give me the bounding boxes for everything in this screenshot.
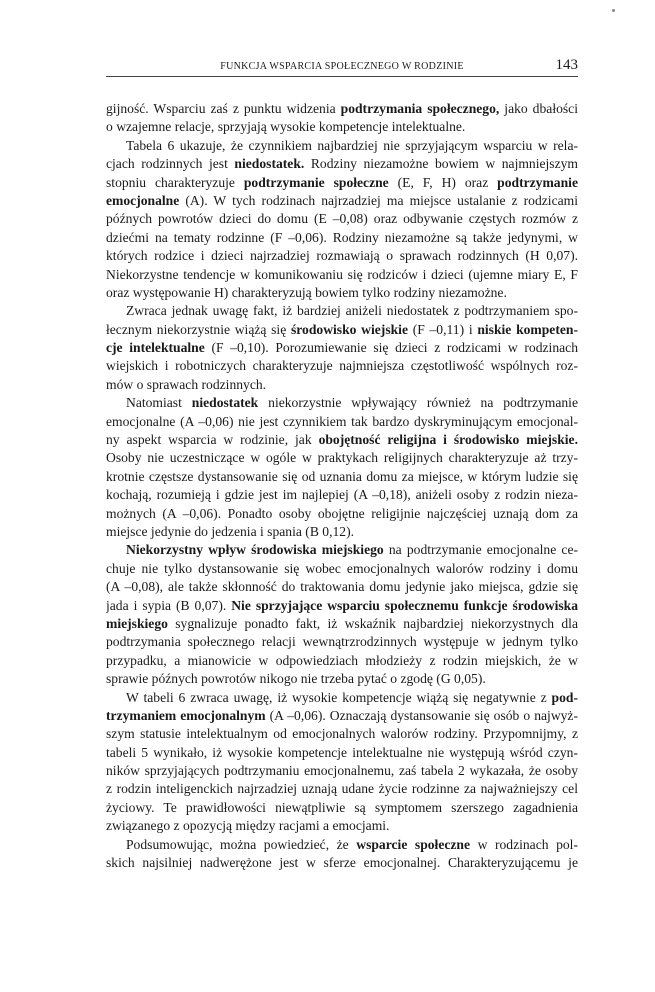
text-run: skich najsilniej nadwerężone jest w sferze emocjonalnej. Charakteryzującemu je xyxy=(106,855,578,871)
bold-text: niedostatek. xyxy=(234,156,305,172)
text-line xyxy=(106,137,578,155)
text-line xyxy=(106,762,578,780)
text-run: jada i sypia (B 0,07). xyxy=(106,597,232,613)
bold-text: trzymaniem emocjonalnym xyxy=(106,707,266,723)
text-line xyxy=(106,725,578,743)
text-line xyxy=(106,689,578,707)
text-line xyxy=(106,597,578,615)
text-line xyxy=(106,780,578,798)
text-line xyxy=(106,284,578,302)
text-line xyxy=(106,578,578,596)
text-run: (A –0,06). Oznaczają dystansowanie się osób o najwyż- xyxy=(265,707,578,723)
text-run: tabeli 5 wynikało, iż wysokie kompetencje intelektualne nie występują wśród czyn- xyxy=(106,744,578,760)
bold-text: cje intelektualne xyxy=(106,340,205,356)
text-line xyxy=(106,321,578,339)
text-run: których rodzice i dzieci najrzadziej rozmawiają o sprawach rodzinnych (H 0,07). xyxy=(106,248,578,264)
text-line xyxy=(106,652,578,670)
text-run: emocjonalne (A –0,06) nie jest czynnikiem tak bardzo dyskryminującym emocjonal- xyxy=(106,413,578,429)
text-line xyxy=(106,505,578,523)
bold-text: podtrzymanie społeczne xyxy=(243,174,389,190)
text-line xyxy=(106,836,578,854)
text-run: krotnie częstsze dystansowanie się od uznania domu za miejsce, w którym ludzie się xyxy=(106,468,578,484)
text-line xyxy=(106,486,578,504)
text-run: w rodzinach pol- xyxy=(470,836,578,852)
text-run: przypadku, a mianowicie w odpowiedziach młodzieży z rodzin miejskich, że w xyxy=(106,652,578,668)
text-line xyxy=(106,339,578,357)
bold-text: Niekorzystny wpływ środowiska miejskiego xyxy=(126,542,384,558)
bold-text: pod- xyxy=(551,689,578,705)
text-line xyxy=(106,468,578,486)
text-line xyxy=(106,854,578,872)
text-line xyxy=(106,541,578,559)
text-run: (E, F, H) oraz xyxy=(388,174,498,190)
text-run: (A). W tych rodzinach najrzadziej ma miejsce ustalanie z rodzicami xyxy=(179,192,578,208)
bold-text: środowisko wiejskie xyxy=(290,321,408,337)
text-run: sprawie późnych powrotów nikogo nie trzeba pytać o zgodę (G 0,05). xyxy=(106,671,486,687)
text-run: gijność. Wsparciu zaś z punktu widzenia xyxy=(106,101,341,116)
text-run: wiejskich i robotniczych charakteryzuje najmniejsza częstotliwość wspólnych roz- xyxy=(106,358,578,374)
text-run: Osoby nie uczestniczące w ogóle w praktykach religijnych charakteryzuje aż trzy- xyxy=(106,450,578,466)
text-run: stopniu charakteryzuje xyxy=(106,174,244,190)
text-line xyxy=(106,247,578,265)
bold-text: miejskiego xyxy=(106,615,168,631)
text-line xyxy=(106,523,578,541)
text-line xyxy=(106,817,578,835)
text-line xyxy=(106,302,578,320)
text-run: podtrzymania społecznego relacji wewnątrzrodzinnych występuje w jednym tylko xyxy=(106,634,578,650)
text-run: miejsce jedynie do jedzenia i spania (B 0,12). xyxy=(106,523,355,539)
text-line xyxy=(106,394,578,412)
text-line xyxy=(106,560,578,578)
text-run: ny aspekt wsparcia w rodzinie, jak xyxy=(106,432,319,448)
text-run: jako dbałości xyxy=(499,101,578,116)
text-line xyxy=(106,357,578,375)
text-run: Niekorzystne tendencje w komunikowaniu się rodziców i dzieci (ujemne miary E, F xyxy=(106,266,578,282)
text-line xyxy=(106,670,578,688)
text-line xyxy=(106,707,578,725)
body-text xyxy=(106,100,578,872)
bold-text: podtrzymania społecznego, xyxy=(340,101,500,116)
page-header xyxy=(106,58,578,77)
text-line xyxy=(106,229,578,247)
text-line xyxy=(106,210,578,228)
text-run: ników sprzyjających podtrzymaniu emocjonalnemu, zaś tabela 2 wykazała, że osoby xyxy=(106,763,578,779)
text-run: cjach rodzinnych jest xyxy=(106,156,235,172)
text-run: Podsumowując, można powiedzieć, że xyxy=(126,836,357,852)
text-line xyxy=(106,431,578,449)
text-run: sygnalizuje ponadto fakt, iż wskaźnik najbardziej niekorzystnych dla xyxy=(167,615,578,631)
bold-text: niedostatek xyxy=(191,395,259,411)
text-run: na podtrzymanie emocjonalne ce- xyxy=(383,542,578,558)
text-run: Rodziny niezamożne bowiem w najmniejszym xyxy=(304,156,578,172)
text-run: Tabela 6 ukazuje, że czynnikiem najbardziej nie sprzyjającym wsparciu w rela- xyxy=(126,137,578,153)
text-run: mów o sprawach rodzinnych. xyxy=(106,376,267,392)
text-line xyxy=(106,266,578,284)
text-run: łecznym niekorzystnie wiążą się xyxy=(106,321,291,337)
text-run: życiowy. Te prawidłowości niewątpliwie są symptomem szerszego zagadnienia xyxy=(106,799,578,815)
bold-text: wsparcie społeczne xyxy=(356,836,471,852)
text-line xyxy=(106,100,578,118)
text-run: chuje nie tylko dystansowanie się wobec emocjonalnych walorów rodziny i domu xyxy=(106,560,578,576)
text-line xyxy=(106,192,578,210)
text-run: (A –0,08), ale także skłonność do traktowania domu jedynie jako miejsca, gdzie się xyxy=(106,579,578,595)
bold-text: podtrzymanie xyxy=(497,174,578,190)
text-run: szym statusie intelektualnym od emocjonalnych walorów rodziny. Przypomnijmy, z xyxy=(106,726,578,742)
text-line xyxy=(106,615,578,633)
text-run: kochają, rozumieją i gdzie jest im najlepiej (A –0,18), aniżeli osoby z rodzin nieza- xyxy=(106,487,578,503)
text-run: oraz występowanie H) charakteryzują bowiem tylko rodziny niezamożne. xyxy=(106,284,507,300)
text-line xyxy=(106,376,578,394)
text-run: (F –0,10). Porozumiewanie się dzieci z rodzicami w rodzinach xyxy=(204,340,578,356)
text-run: związanego z opozycją między racjami a emocjami. xyxy=(106,818,390,834)
text-run: (F –0,11) i xyxy=(407,321,478,337)
text-run: o wzajemne relacje, sprzyjają wysokie kompetencje intelektualne. xyxy=(106,119,466,135)
text-run: późnych powrotów dzieci do domu (E –0,08) oraz odbywanie częstych rozmów z xyxy=(106,211,578,227)
bold-text: emocjonalne xyxy=(106,192,180,208)
text-line xyxy=(106,449,578,467)
bold-text: obojętność religijna i środowisko miejskie. xyxy=(318,432,578,448)
page-number: 143 xyxy=(555,57,578,73)
text-run: Zwraca jednak uwagę fakt, iż bardziej aniżeli niedostatek z podtrzymaniem spo- xyxy=(126,303,578,319)
running-title: FUNKCJA WSPARCIA SPOŁECZNEGO W RODZINIE xyxy=(220,61,464,72)
text-line xyxy=(106,744,578,762)
text-run: dziećmi na tematy rodzinne (F –0,06). Rodziny niezamożne są także jedynymi, w xyxy=(106,229,578,245)
text-line xyxy=(106,413,578,431)
text-run: W tabeli 6 zwraca uwagę, iż wysokie kompetencje wiążą się negatywnie z xyxy=(126,689,552,705)
text-line xyxy=(106,118,578,136)
bold-text: niskie kompeten- xyxy=(477,321,578,337)
text-run: Natomiast xyxy=(126,395,192,411)
text-run: możnych (A –0,06). Ponadto osoby obojętne religijnie najczęściej uznają dom za xyxy=(106,505,578,521)
text-run: niekorzystnie wpływający również na podtrzymanie xyxy=(258,395,578,411)
scan-mark xyxy=(612,9,615,12)
text-line xyxy=(106,174,578,192)
text-line xyxy=(106,799,578,817)
text-line xyxy=(106,633,578,651)
text-line xyxy=(106,155,578,173)
text-run: z rodzin inteligenckich najrzadziej uznają udane życie rodzinne za najważniejszy cel xyxy=(106,781,578,797)
bold-text: Nie sprzyjające wsparciu społecznemu funkcje środowiska xyxy=(231,597,578,613)
